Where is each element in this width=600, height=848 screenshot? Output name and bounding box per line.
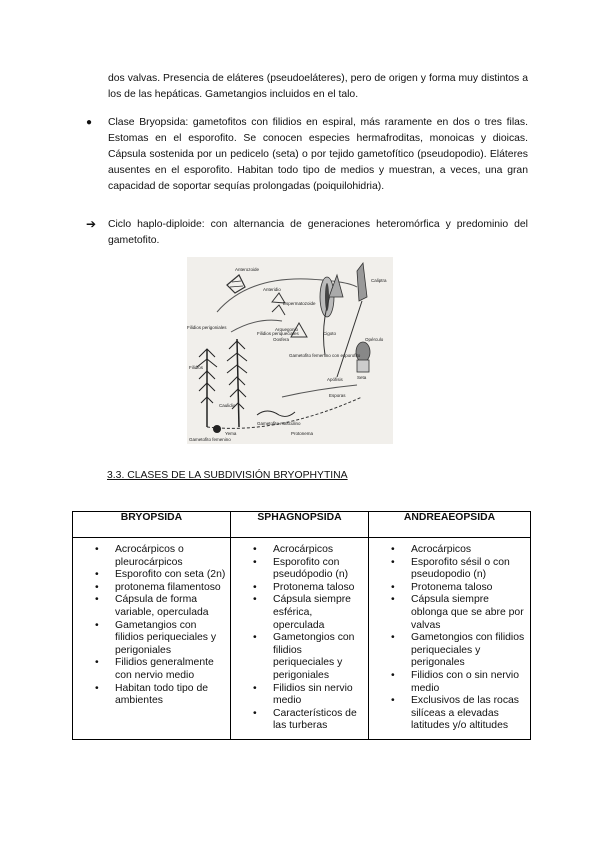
bryopsida-paragraph: Clase Bryopsida: gametofitos con filidios en espiral, más raramente en dos o tres filas. Estomas en el esporofito. Se conocen especies hermafroditas, monoicas y dioicas. Cápsula sostenida por un pedicelo (seta) o por tejido gametofítico (pseudopodio). Eláteres ausentes en el esporofito. Habitan todo tipo de medios y muestran, a veces, una gran capacidad de soportar sequías prolongadas (poiquilohidria). — [108, 117, 528, 192]
label-arquegonio: Arquegonio — [275, 327, 299, 332]
label-yema: Yema — [225, 431, 237, 436]
list-item: • Acrocárpicos o pleurocárpicos — [115, 544, 226, 569]
table-row — [73, 538, 531, 740]
intro-paragraph: dos valvas. Presencia de eláteres (pseudoeláteres), pero de origen y forma muy distintos a los de las hepáticas. Gametangios incluidos en el talo. — [108, 73, 528, 100]
yema-drawing — [213, 425, 221, 433]
bryophytina-classes-table — [72, 511, 531, 740]
list-item: • protonema filamentoso — [115, 582, 226, 595]
label-anterozoide: Anterozoide — [235, 267, 260, 272]
list-item: • Esporofito con pseudópodio (n) — [273, 557, 364, 582]
label-filidios-perigoniales: Filidios perigoniales — [187, 325, 227, 330]
label-gametofito-femenino: Gametofito femenino — [189, 437, 231, 442]
label-gametofito-masculino: Gametofito masculino — [257, 421, 301, 426]
list-item: • Cápsula de forma variable, operculada — [115, 594, 226, 619]
list-item: • Filidios sin nervio medio — [273, 683, 364, 708]
list-item: • Gametongios con filidios periqueciales y perigoniales — [273, 632, 364, 682]
bullet-icon: ● — [86, 117, 93, 128]
list-item: • Gametangios con filidios periqueciales y perigoniales — [115, 620, 226, 658]
apofisis-drawing — [357, 360, 369, 372]
anteridio-lines — [230, 281, 243, 287]
protonema-drawing — [257, 411, 295, 416]
list-item: • Cápsula siempre esférica, operculada — [273, 594, 364, 632]
list-item: • Esporofito con seta (2n) — [115, 569, 226, 582]
moss-life-cycle-figure — [187, 257, 393, 444]
label-operculo: Opérculo — [365, 337, 384, 342]
label-espermatozoide: Espermatozoide — [283, 301, 316, 306]
label-caliptra: Caliptra — [371, 278, 387, 283]
header-andreaeopsida: ANDREAEOPSIDA — [369, 512, 531, 538]
arrow-icon: ➔ — [86, 217, 97, 231]
list-item: • Gametongios con filidios periqueciales y perigonales — [411, 632, 526, 670]
list-item: • Acrocárpicos — [411, 544, 526, 557]
label-protonema: Protonema — [291, 431, 314, 436]
andreaeopsida-cell — [369, 538, 531, 740]
stem-line — [237, 339, 239, 427]
table-header-row — [73, 512, 531, 538]
label-filidios: Filidios — [189, 365, 204, 370]
label-filidios-periqueciales: Filidios periqueciales — [257, 331, 299, 336]
list-item: • Acrocárpicos — [273, 544, 364, 557]
life-cycle-diagram — [187, 257, 393, 444]
list-item: • Protonema taloso — [411, 582, 526, 595]
header-bryopsida: BRYOPSIDA — [73, 512, 231, 538]
label-oosfera: Oosfera — [273, 337, 290, 342]
label-esporas: Esporas — [329, 393, 346, 398]
bryopsida-cell — [73, 538, 231, 740]
label-caulidio: Caulidio — [219, 403, 236, 408]
list-item: • Característicos de las turberas — [273, 708, 364, 733]
caliptra-drawing — [357, 263, 367, 301]
capsule-drawing — [356, 342, 370, 362]
header-sphagnopsida: SPHAGNOPSIDA — [231, 512, 369, 538]
cycle-paragraph: Ciclo haplo-diploide: con alternancia de generaciones heteromórfica y predominio del gametofito. — [108, 219, 528, 246]
list-item: • Cápsula siempre oblonga que se abre por valvas — [411, 594, 526, 632]
list-item: • Filidios generalmente con nervio medio — [115, 657, 226, 682]
list-item: • Exclusivos de las rocas silíceas a elevadas latitudes y/o altitudes — [411, 695, 526, 733]
sphagnopsida-cell — [231, 538, 369, 740]
section-heading: 3.3. CLASES DE LA SUBDIVISIÓN BRYOPHYTINA — [107, 470, 348, 481]
espermatozoide-drawing — [272, 305, 285, 315]
label-gametofito: Gametofito femenino con esporofito — [289, 353, 361, 358]
label-seta: Seta — [357, 375, 367, 380]
label-apofisis: Apófisis — [327, 377, 343, 382]
list-item: • Esporofito sésil o con pseudopodio (n) — [411, 557, 526, 582]
label-cigoto: Cigoto — [323, 331, 337, 336]
list-item: • Filidios con o sin nervio medio — [411, 670, 526, 695]
cycle-arrow — [282, 385, 357, 397]
list-item: • Protonema taloso — [273, 582, 364, 595]
anteridio-drawing — [227, 275, 245, 293]
list-item: • Habitan todo tipo de ambientes — [115, 683, 226, 708]
label-anteridio: Anteridio — [263, 287, 281, 292]
